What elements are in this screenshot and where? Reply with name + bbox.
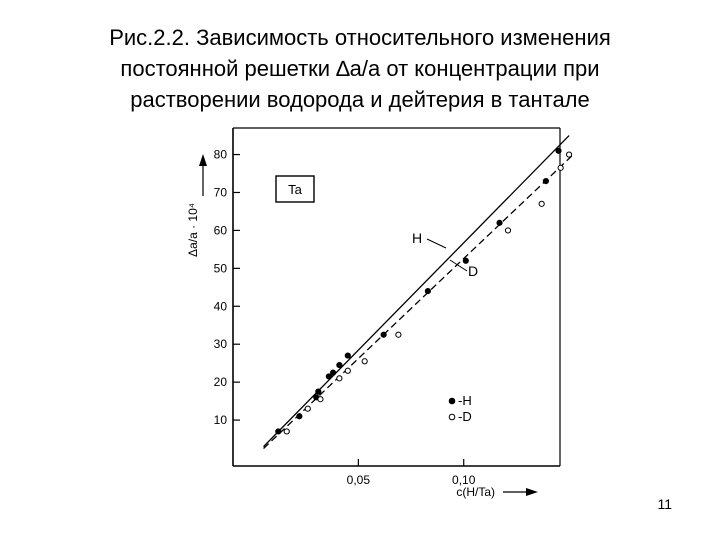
data-point-h (425, 289, 430, 294)
data-point-h (330, 370, 335, 375)
data-point-h (381, 332, 386, 337)
title-line-1: Рис.2.2. Зависимость относительного изменения (109, 25, 611, 50)
x-axis-label: c(H/Ta) (456, 485, 495, 499)
data-points (276, 148, 572, 434)
title-line-3: растворении водорода и дейтерия в тантале (130, 87, 590, 112)
y-tick-label: 40 (213, 299, 227, 314)
data-point-h (316, 389, 321, 394)
data-point-d (345, 368, 350, 373)
data-point-d (284, 429, 289, 434)
y-axis-label: Δa/a · 10⁴ (186, 203, 200, 257)
y-axis-arrow-head (199, 154, 207, 166)
data-point-h (297, 414, 302, 419)
data-point-h (543, 179, 548, 184)
legend-label: -D (458, 409, 472, 424)
data-point-d (396, 332, 401, 337)
data-point-d (305, 406, 310, 411)
y-tick-label: 10 (213, 413, 227, 428)
line-label-d: D (468, 263, 479, 279)
y-tick-label: 70 (213, 185, 227, 200)
y-tick-label: 80 (213, 147, 227, 162)
data-point-h (497, 220, 502, 225)
legend-label: -H (458, 393, 472, 408)
data-point-d (318, 397, 323, 402)
data-point-d (505, 228, 510, 233)
line-label-h: H (412, 230, 423, 246)
y-tick-label: 50 (213, 261, 227, 276)
data-point-h (556, 148, 561, 153)
x-axis-arrow-head (526, 488, 538, 496)
x-tick-label: 0,05 (346, 473, 371, 487)
data-point-h (337, 362, 342, 367)
data-point-d (558, 165, 563, 170)
data-point-d (539, 201, 544, 206)
chart-axes (214, 128, 560, 487)
chart-labels (186, 154, 538, 499)
legend-marker (449, 414, 455, 420)
data-point-h (326, 374, 331, 379)
data-point-d (566, 152, 571, 157)
legend-marker (449, 398, 455, 404)
x-tick-label: 0,10 (452, 473, 476, 487)
data-point-d (362, 359, 367, 364)
title-line-2: постоянной решетки ∆a/a от концентрации при (120, 56, 600, 81)
y-tick-label: 30 (213, 337, 227, 352)
data-point-h (345, 353, 350, 358)
data-point-d (337, 376, 342, 381)
y-tick-label: 20 (213, 375, 227, 390)
y-tick-label: 60 (213, 223, 227, 238)
inset-label: Ta (288, 182, 302, 197)
slide-number: 11 (657, 496, 672, 512)
line-label-h-leader (427, 239, 446, 248)
data-point-h (276, 429, 281, 434)
